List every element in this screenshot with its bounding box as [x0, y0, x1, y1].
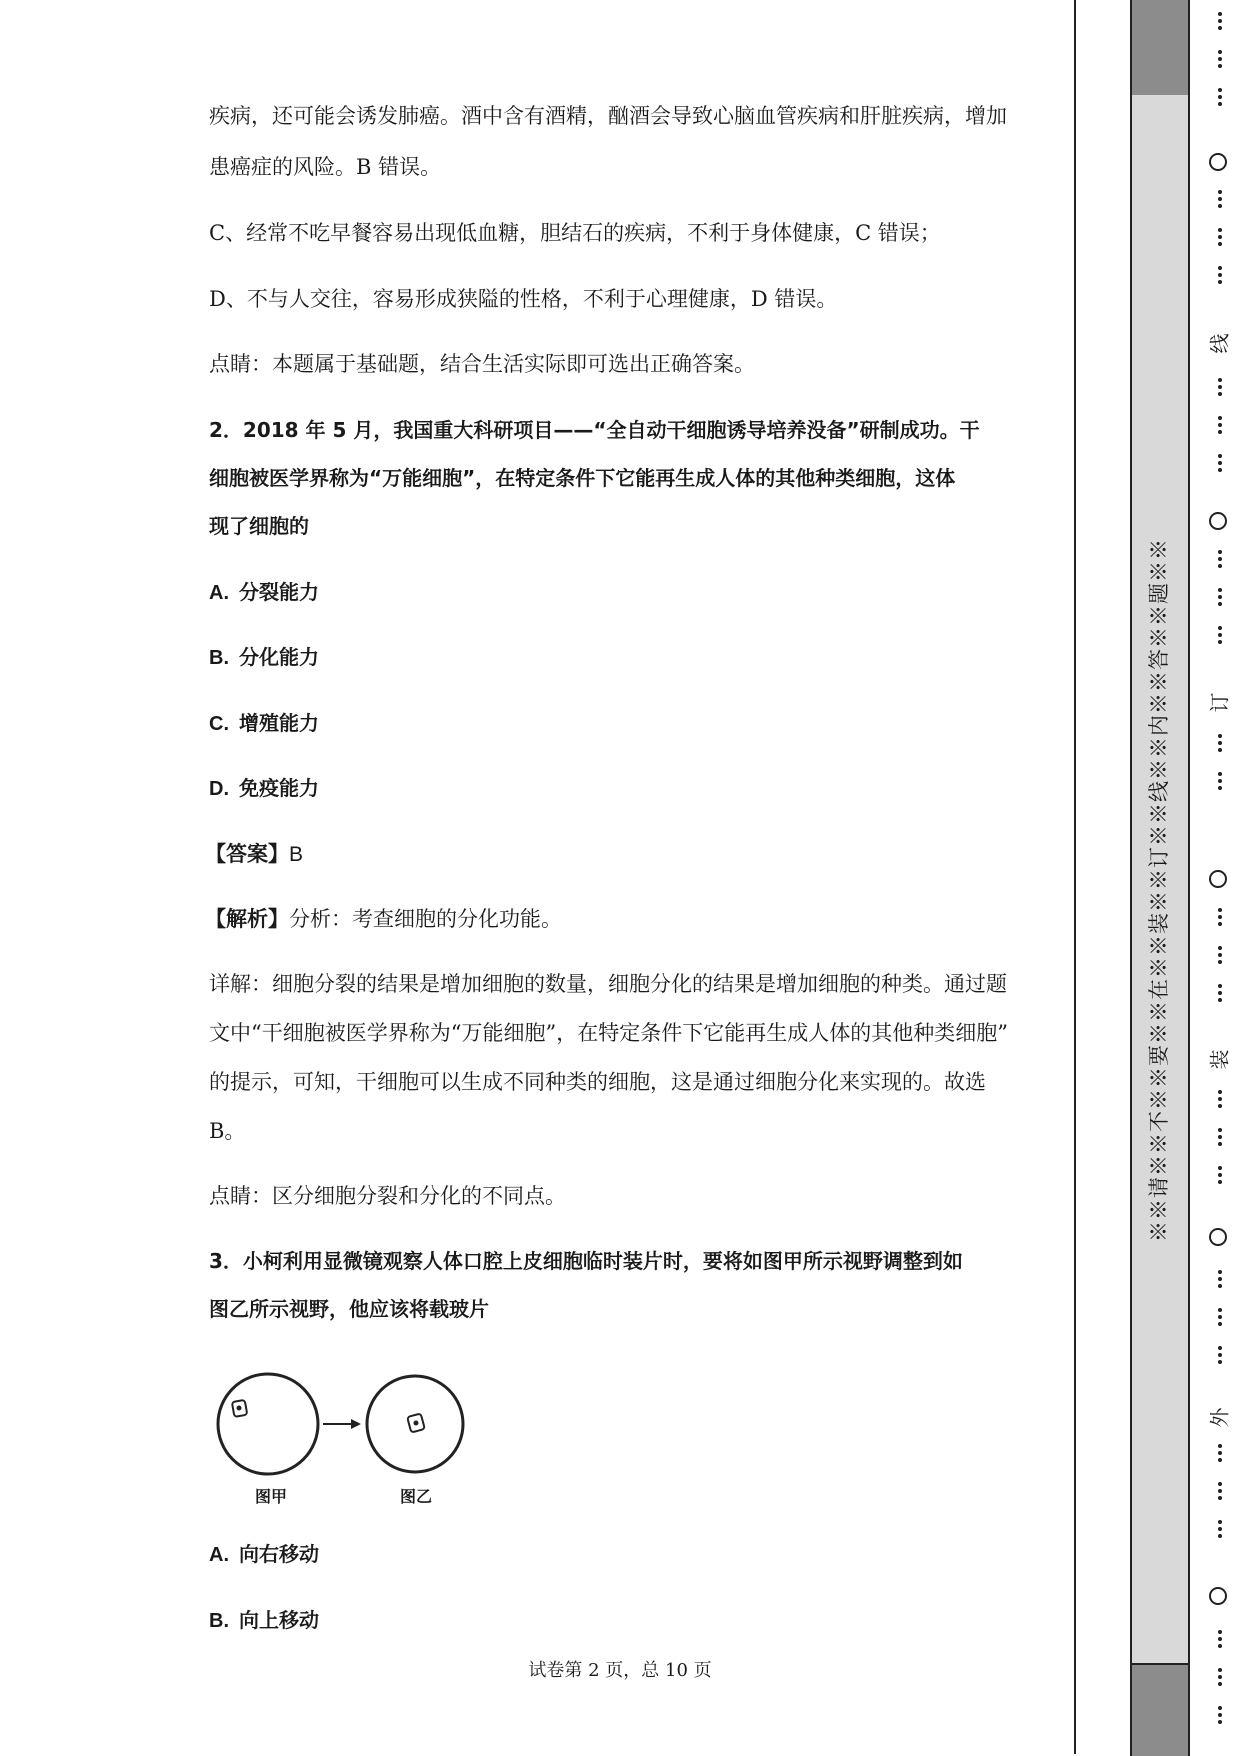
binding-circle: [1209, 153, 1227, 171]
nucleus-jia: [237, 1406, 242, 1411]
dot-group: [1218, 1128, 1222, 1149]
binding-mark-xian: 线: [1202, 334, 1235, 354]
dot-group: [1218, 50, 1222, 71]
detail-line: 文中“干细胞被医学界称为“万能细胞”，在特定条件下它能再生成人体的其他种类细胞”: [209, 1021, 1008, 1045]
question-2-stem: 细胞被医学界称为“万能细胞”，在特定条件下它能再生成人体的其他种类细胞，这体: [209, 466, 956, 490]
dot-group: [1218, 1166, 1222, 1187]
dot-group: [1218, 1706, 1222, 1727]
question-2-stem: 现了细胞的: [209, 514, 309, 538]
binding-border: [1074, 0, 1076, 1754]
analysis-line: 【解析】分析：考查细胞的分化功能。: [205, 907, 562, 931]
dot-group: [1218, 550, 1222, 571]
binding-mark-wai: 外: [1202, 1408, 1235, 1428]
dot-group: [1218, 908, 1222, 929]
figure-label-jia: 图甲: [255, 1487, 288, 1506]
dot-group: [1218, 190, 1222, 211]
dot-group: [1218, 12, 1222, 33]
option-b[interactable]: B. 分化能力: [209, 645, 319, 669]
dot-group: [1218, 626, 1222, 647]
text-line: C、经常不吃早餐容易出现低血糖，胆结石的疾病，不利于身体健康，C 错误；: [209, 221, 941, 245]
dot-group: [1218, 734, 1222, 755]
dot-group: [1218, 88, 1222, 109]
detail-line: 详解：细胞分裂的结果是增加细胞的数量，细胞分化的结果是增加细胞的种类。通过题: [209, 972, 1007, 996]
dot-group: [1218, 984, 1222, 1005]
detail-line: 的提示，可知，干细胞可以生成不同种类的细胞，这是通过细胞分化来实现的。故选: [209, 1070, 986, 1094]
view-jia-circle: [218, 1374, 318, 1474]
binding-mark-zhuang: 装: [1202, 1050, 1235, 1070]
dot-group: [1218, 378, 1222, 399]
dot-group: [1218, 1482, 1222, 1503]
option-a[interactable]: A. 向右移动: [209, 1542, 319, 1566]
binding-mark-ding: 订: [1202, 693, 1235, 713]
dot-group: [1218, 1520, 1222, 1541]
dot-group: [1218, 454, 1222, 475]
microscope-figure-svg: [213, 1370, 473, 1512]
microscope-figure: [213, 1370, 473, 1512]
binding-circle: [1209, 512, 1227, 530]
option-c[interactable]: C. 增殖能力: [209, 711, 319, 735]
dot-group: [1218, 772, 1222, 793]
dot-group: [1218, 416, 1222, 437]
question-3-stem: 图乙所示视野，他应该将载玻片: [209, 1297, 489, 1321]
binding-warning: ※※请※※不※※要※※在※※装※※订※※线※※内※※答※※题※※: [1147, 538, 1171, 1242]
dot-group: [1218, 1270, 1222, 1291]
dot-group: [1218, 946, 1222, 967]
option-a[interactable]: A. 分裂能力: [209, 580, 319, 604]
dot-group: [1218, 1090, 1222, 1111]
tip-line: 点睛：区分细胞分裂和分化的不同点。: [209, 1184, 566, 1208]
binding-block-top: [1130, 0, 1190, 97]
dot-group: [1218, 588, 1222, 609]
dot-group: [1218, 1346, 1222, 1367]
question-3-stem: 3．小柯利用显微镜观察人体口腔上皮细胞临时装片时，要将如图甲所示视野调整到如: [209, 1249, 963, 1273]
arrow-head: [351, 1419, 361, 1429]
detail-line: B。: [209, 1119, 246, 1143]
answer-line: 【答案】B: [205, 842, 304, 866]
binding-circle: [1209, 1587, 1227, 1605]
option-b[interactable]: B. 向上移动: [209, 1608, 319, 1632]
dot-group: [1218, 228, 1222, 249]
figure-label-yi: 图乙: [400, 1487, 433, 1506]
text-line: 患癌症的风险。B 错误。: [209, 155, 442, 179]
binding-circle: [1209, 870, 1227, 888]
option-d[interactable]: D. 免疫能力: [209, 776, 319, 800]
question-2-stem: 2．2018 年 5 月，我国重大科研项目——“全自动干细胞诱导培养没备”研制成功。干: [209, 418, 980, 442]
nucleus-yi: [414, 1421, 419, 1426]
binding-block-bottom: [1130, 1663, 1190, 1756]
text-line: 疾病，还可能会诱发肺癌。酒中含有酒精，酗酒会导致心脑血管疾病和肝脏疾病，增加: [209, 104, 1007, 128]
dot-group: [1218, 266, 1222, 287]
text-line: 点睛：本题属于基础题，结合生活实际即可选出正确答案。: [209, 352, 755, 376]
dot-group: [1218, 1630, 1222, 1651]
dot-group: [1218, 1668, 1222, 1689]
text-line: D、不与人交往，容易形成狭隘的性格，不利于心理健康，D 错误。: [209, 287, 838, 311]
binding-circle: [1209, 1228, 1227, 1246]
dot-group: [1218, 1308, 1222, 1329]
dot-group: [1218, 1444, 1222, 1465]
page-footer: 试卷第 2 页，总 10 页: [528, 1660, 712, 1681]
